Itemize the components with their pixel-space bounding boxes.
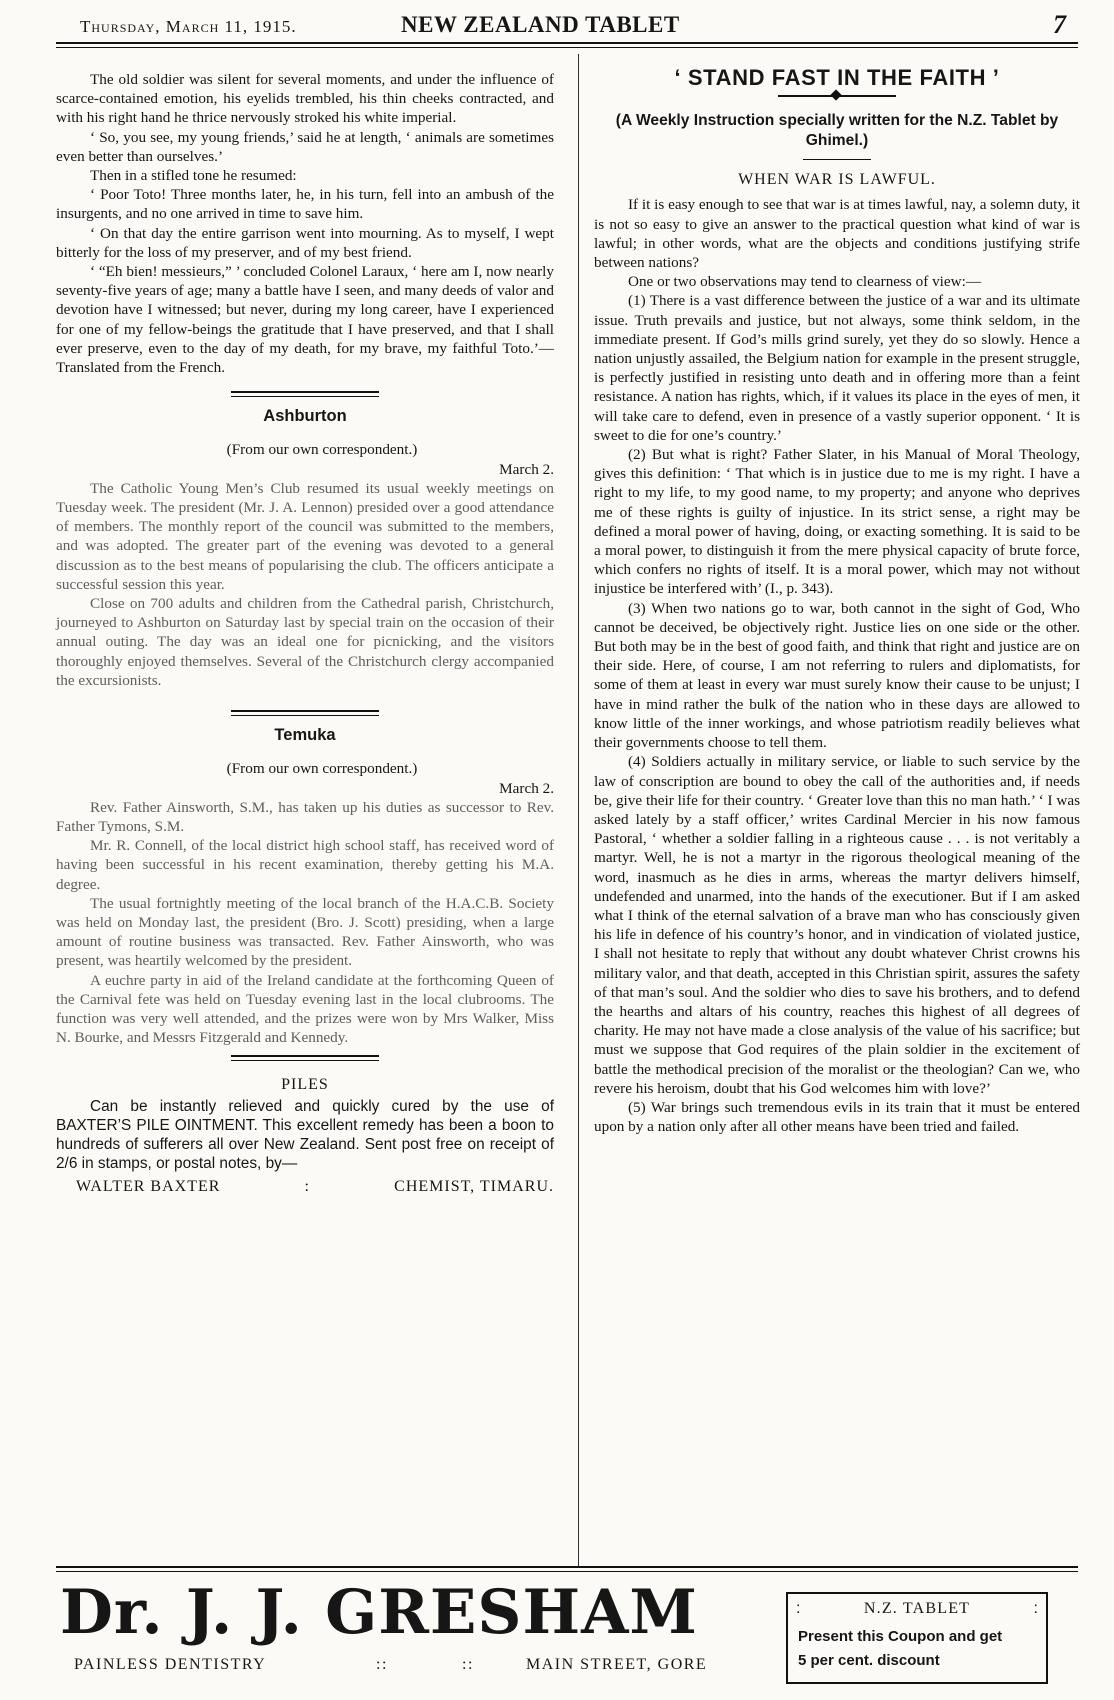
section-heading: WHEN WAR IS LAWFUL. [738,171,936,189]
header-rule-thin [56,47,1078,48]
article-paragraph: (4) Soldiers actually in military service, or liable to such service by the law of conscription are bound to obey the call of the authorities and, if needs be, give their life for their country. ‘ Greater love than this no man hath.’ ‘ I was asked lately by a staff officer,’ writes Cardinal Mercier in his now famous Pastoral, ‘ whether a soldier falling in a righteous cause . . . is not veritably a martyr. Well, he is not a martyr in the rigorous theological meaning of the word, inasmuch as he dies in arms, whereas the martyr delivers himself, undefended and unarmed, into the hands of the executioner. But if I am asked what I think of the eternal salvation of a brave man who has consciously given his life in defence of his country’s honor, and in vindication of violated justice, I shall not hesitate to reply that without any doubt whatever Christ crowns his military valor, and that death, accepted in this Christian spirit, assures the safety of that man’s soul. And the soldier who dies to save his brothers, and to defend the hearths and altars of his country, reaches this highest of all degrees of charity. He may not have made a close analysis of the value of his sacrifice; but must we suppose that God requires of the plain soldier in the excitement of battle the methodical precision of the moralist or the theologian? Can we, who revere his heroism, doubt that his God welcomes him with love?’ [594,753,1080,1097]
article-paragraph: One or two observations may tend to clearness of view:— [628,273,982,291]
ad-signature-name: WALTER BAXTER [76,1177,221,1195]
news-paragraph: Mr. R. Connell, of the local district high school staff, has received word of having been successful in his recent examination, thereby getting his M.A. degree. [56,837,554,893]
issue-date: Thursday, March 11, 1915. [80,17,297,36]
dateline: March 2. [499,460,554,478]
short-rule [803,159,871,160]
story-paragraph: ‘ Poor Toto! Three months later, he, in his turn, fell into an ambush of the insurgents, and no one arrived in time to save him. [56,186,554,223]
header-rule [56,42,1078,44]
story-paragraph: Then in a stifled tone he resumed: [90,167,297,185]
story-paragraph: ‘ On that day the entire garrison went into mourning. As to myself, I wept bitterly for the loss of my preserver, and of my best friend. [56,224,554,261]
section-heading: Temuka [274,726,336,745]
ad-body: Can be instantly relieved and quickly cured by the use of BAXTER’S PILE OINTMENT. This excellent remedy has been a boon to hundreds of sufferers all over New Zealand. Sent post free on receipt of 2/6 in stamps, or postal notes, by— [56,1097,554,1172]
column-divider [578,54,579,1566]
footer-rule [56,1566,1078,1568]
correspondent-line: (From our own correspondent.) [226,760,418,778]
coupon-colon: : [1033,1600,1038,1617]
dateline: March 2. [499,779,554,797]
right-column [594,65,1080,1136]
section-separator [231,1055,379,1061]
ad-heading: PILES [281,1076,329,1094]
left-column [56,70,554,1196]
coupon-title: N.Z. TABLET [863,1600,971,1617]
story-paragraph: The old soldier was silent for several moments, and under the influence of scarce-contained emotion, his eyelids trembled, his thin cheeks contracted, and with his right hand he thrice nervously stroked his white imperial. [56,71,554,127]
ad-signature-sep: : [304,1177,310,1195]
article-paragraph: If it is easy enough to see that war is at times lawful, nay, a solemn duty, it is not so easy to give an answer to the practical question what kind of war is lawful; in other words, what are the objects and conditions justifying strife between nations? [594,196,1080,272]
news-paragraph: Close on 700 adults and children from the Cathedral parish, Christchurch, journeyed to Ashburton on Saturday last by special train on the occasion of their annual outing. The day was an ideal one for picnicking, and the visitors thoroughly enjoyed themselves. Several of the Christchurch clergy accompanied the excursionists. [56,595,554,689]
masthead [56,12,1068,46]
news-paragraph: A euchre party in aid of the Ireland candidate at the forthcoming Queen of the Carnival fete was held on Tuesday evening last in the local clubrooms. The function was very well attended, and the prizes were won by Mrs Walker, Miss N. Bourke, and Messrs Fitzgerald and Kennedy. [56,971,554,1047]
coupon-line-1: Present this Coupon and get [798,1628,1003,1645]
dentist-tagline: PAINLESS DENTISTRY [74,1656,267,1673]
article-title: ‘ STAND FAST IN THE FAITH ’ [674,65,1000,90]
page-number: 7 [1053,10,1066,39]
article-paragraph: (2) But what is right? Father Slater, in his Manual of Moral Theology, gives this definition: ‘ That which is in justice due to me is my right. I have a right to my life, to my good name, to my property; and anyone who deprives me of these rights is guilty of injustice. In its strict sense, a right may be defined a moral power of having, doing, or exacting something. It is said to be a moral power, to distinguish it from the mere physical capacity of brute force, which confers no rights of itself. It is a moral power, which may not without injustice be interfered with’ (I., p. 343). [594,446,1080,598]
story-paragraph: ‘ So, you see, my young friends,’ said he at length, ‘ animals are sometimes even better than ourselves.’ [56,128,554,165]
coupon-colon: : [796,1600,801,1617]
temuka-section [56,726,554,1047]
news-paragraph: The usual fortnightly meeting of the local branch of the H.A.C.B. Society was held on Monday last, the president (Bro. J. Scott) presiding, when a large amount of routine business was transacted. Rev. Father Ainsworth, who was present, was heartily welcomed by the president. [56,894,554,970]
news-paragraph: Rev. Father Ainsworth, S.M., has taken up his duties as successor to Rev. Father Tymons, S.M. [56,798,554,835]
discount-coupon [786,1592,1048,1684]
detail-separator: :: [462,1656,474,1673]
coupon-line-2: 5 per cent. discount [798,1652,940,1669]
ashburton-section [56,407,554,690]
section-heading: Ashburton [263,407,347,426]
dentist-name: Dr. J. J. GRESHAM [60,1577,698,1648]
piles-advertisement [56,1075,554,1195]
story-text [56,70,554,377]
article-paragraph: (1) There is a vast difference between the justice of a war and its ultimate issue. Truth prevails and justice, but not always, some think seldom, in the immediate present. If God’s mills grind surely, yet they do so slowly. Hence a nation unjustly assailed, the Belgium nation for example in the present struggle, is perfectly justified in resisting unto death and in offering more than a feint resistance. A nation has rights, which, if it values its place in the eyes of men, it will take care to defend, even in presence of a vastly superior opponent. ‘ It is sweet to die for one’s country.’ [594,292,1080,444]
paper-title: NEW ZEALAND TABLET [401,12,680,37]
story-paragraph: ‘ “Eh bien! messieurs,” ’ concluded Colonel Laraux, ‘ here am I, now nearly seventy-five years of age; many a battle have I seen, and many deeds of valor and devotion have I witnessed; but never, during my long career, have I experienced for one of my fellow-beings the gratitude that I have preserved, and that I shall ever preserve, even to the day of my death, for my brave, my faithful Toto.’—Translated from the French. [56,263,554,377]
section-separator [231,391,379,397]
dentist-address: MAIN STREET, GORE [526,1656,708,1673]
detail-separator: :: [376,1656,388,1673]
ad-signature-place: CHEMIST, TIMARU. [394,1177,554,1195]
correspondent-line: (From our own correspondent.) [226,441,418,459]
article-paragraph: (5) War brings such tremendous evils in its train that it must be entered upon by a nation only after all other means have been tried and failed. [594,1098,1080,1136]
news-paragraph: The Catholic Young Men’s Club resumed its usual weekly meetings on Tuesday week. The president (Mr. J. A. Lennon) presided over a good attendance of members. The monthly report of the council was submitted to the members, and was adopted. The greater part of the evening was devoted to a general discussion as to the best means of popularising the club. The officers anticipate a successful session this year. [56,479,554,593]
ad-signature [56,1177,554,1196]
diamond-rule [778,91,896,101]
footer-rule-thin [56,1571,1078,1572]
article-paragraph: (3) When two nations go to war, both cannot in the sight of God, Who cannot be deceived, be objectively right. Justice lies on one side or the other. But both may be in the best of good faith, and think that right and justice are on their side. Here, of course, I am not referring to rulers and diplomatists, for some of them at least in every war must surely know their cause to be unjust; I have in mind rather the bulk of the nation who in these days are allowed to know little of the inner workings, and whose patriotism readily believes what their governments choose to tell them. [594,599,1080,752]
article-subtitle: (A Weekly Instruction specially written for the N.Z. Tablet by Ghimel.) [615,112,1059,150]
section-separator [231,710,379,716]
